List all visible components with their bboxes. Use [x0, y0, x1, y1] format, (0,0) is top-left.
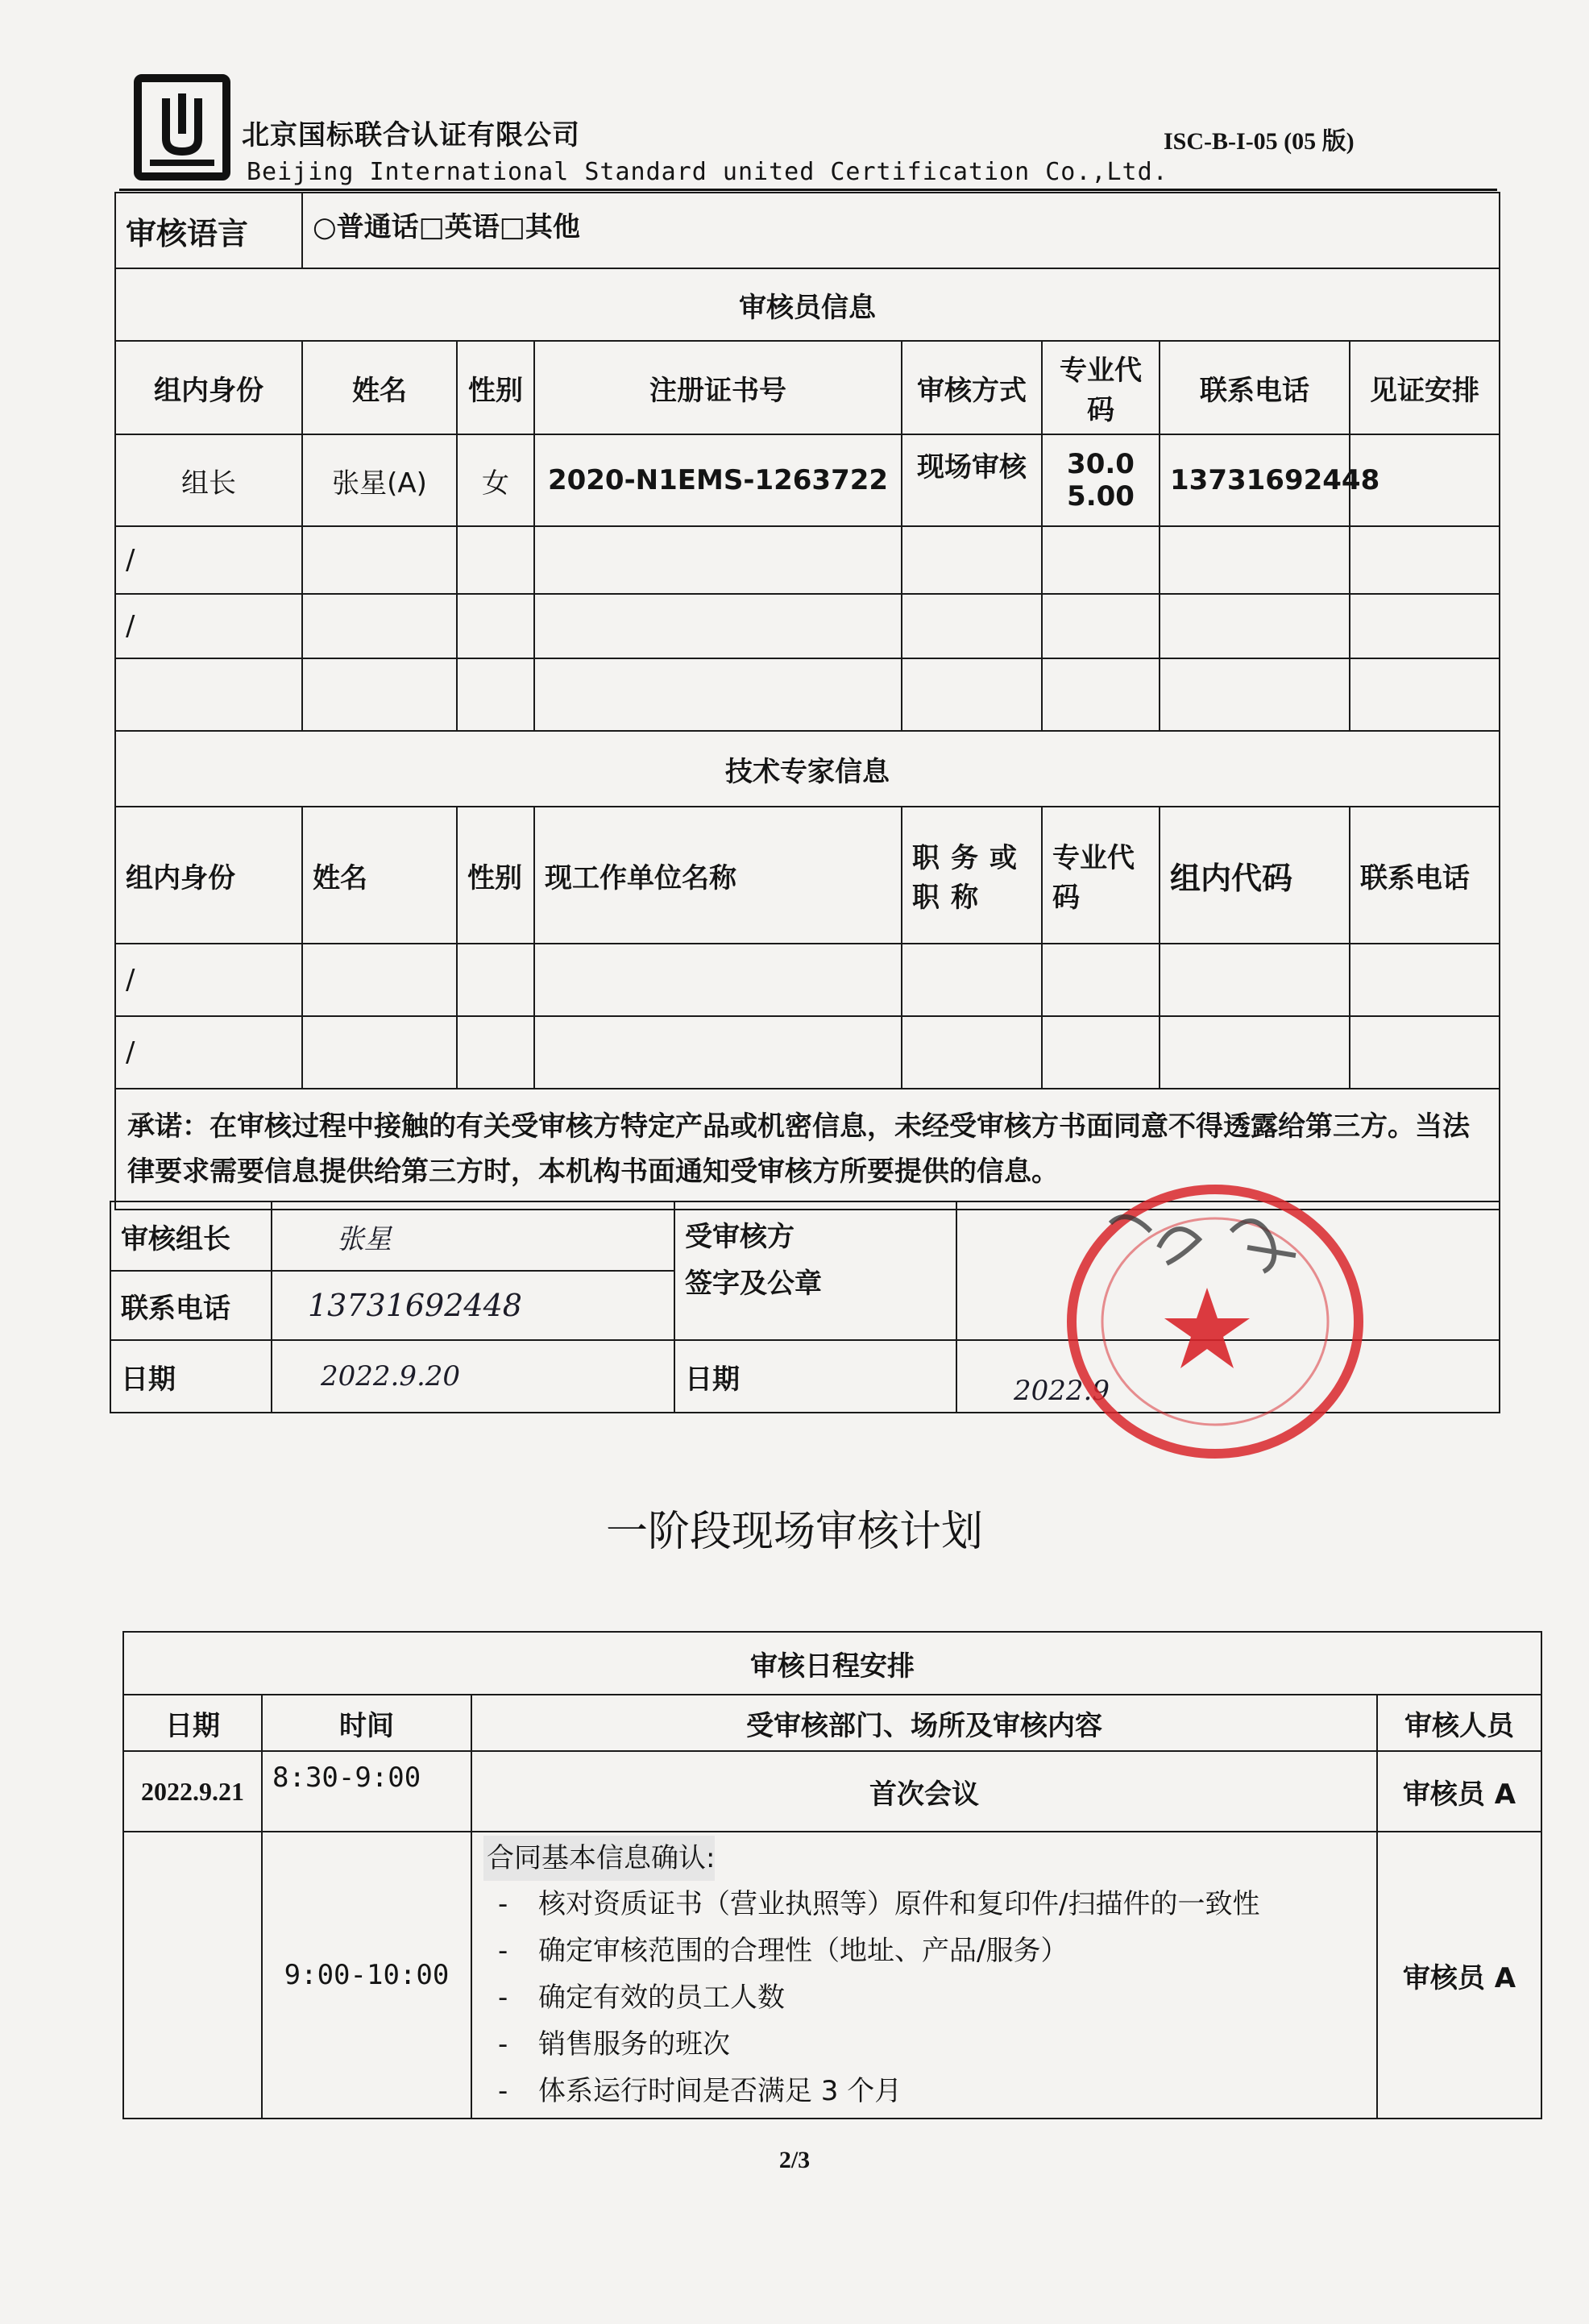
table-cell: [302, 594, 457, 658]
table-cell: [902, 1016, 1042, 1089]
schedule-person-1: 审核员 A: [1377, 1751, 1541, 1832]
schedule-header-date: 日期: [123, 1695, 262, 1751]
list-item: - 核对资质证书（营业执照等）原件和复印件/扫描件的一致性: [498, 1888, 1260, 1920]
table-cell: [902, 658, 1042, 731]
table-cell: /: [115, 526, 302, 594]
table-cell: /: [115, 944, 302, 1016]
auditor-header-method: 审核方式: [902, 341, 1042, 434]
list-item: - 确定有效的员工人数: [498, 1982, 785, 2014]
expert-header-gender: 性别: [457, 807, 534, 944]
list-item-text: 体系运行时间是否满足 3 个月: [538, 2075, 902, 2107]
content-list: [483, 1881, 1365, 2114]
auditor-header-gender: 性别: [457, 341, 534, 434]
auditor-header-cert: 注册证书号: [534, 341, 902, 434]
auditor-header-code: 专业代码: [1042, 341, 1160, 434]
company-seal-icon: [1062, 1175, 1368, 1463]
table-cell: 张星(A): [302, 434, 457, 526]
table-cell: /: [115, 594, 302, 658]
table-cell: 30.05.00: [1042, 434, 1160, 526]
expert-header-group-code: 组内代码: [1160, 807, 1350, 944]
date-handwritten: 2022.9.20: [272, 1340, 674, 1413]
leader-signature: 张星: [272, 1201, 674, 1271]
auditor-info-title: 审核员信息: [115, 268, 1500, 341]
table-row: [115, 434, 1500, 526]
schedule-table: [122, 1631, 1542, 2119]
audit-info-table: [114, 192, 1500, 1210]
expert-header-name: 姓名: [302, 807, 457, 944]
list-item: - 确定审核范围的合理性（地址、产品/服务）: [498, 1935, 1068, 1967]
audit-language-label: 审核语言: [115, 193, 302, 268]
schedule-date-2: [123, 1832, 262, 2119]
list-item: - 销售服务的班次: [498, 2028, 730, 2060]
table-cell: [902, 944, 1042, 1016]
schedule-person-2: 审核员 A: [1377, 1832, 1541, 2119]
table-cell: [302, 658, 457, 731]
table-cell: [1160, 594, 1350, 658]
table-cell: [1042, 526, 1160, 594]
table-cell: 13731692448: [1160, 434, 1350, 526]
auditor-header-role: 组内身份: [115, 341, 302, 434]
table-cell: [457, 944, 534, 1016]
table-cell: [1350, 658, 1500, 731]
table-cell: [534, 526, 902, 594]
schedule-date: 2022.9.21: [123, 1751, 262, 1832]
table-cell: [534, 594, 902, 658]
commitment-text: 承诺：在审核过程中接触的有关受审核方特定产品或机密信息，未经受审核方书面同意不得透露给第三方。当法律要求需要信息提供给第三方时，本机构书面通知受审核方所要提供的信息。: [115, 1089, 1500, 1210]
table-row: [115, 526, 1500, 594]
content-heading: 合同基本信息确认:: [483, 1836, 715, 1881]
table-cell: [534, 1016, 902, 1089]
table-cell: [902, 526, 1042, 594]
table-cell: [115, 658, 302, 731]
auditee-sign-label: 受审核方 签字及公章: [674, 1201, 956, 1340]
table-cell: [1042, 1016, 1160, 1089]
company-name-cn: 北京国标联合认证有限公司: [242, 119, 580, 151]
document-code: ISC-B-I-05 (05 版): [1164, 128, 1355, 155]
table-cell: [534, 658, 902, 731]
table-cell: [1350, 944, 1500, 1016]
table-cell: [534, 944, 902, 1016]
table-cell: [1350, 594, 1500, 658]
expert-header-title: 职务或职称: [902, 807, 1042, 944]
table-cell: [457, 594, 534, 658]
table-row: [115, 658, 1500, 731]
schedule-time-1: 8:30-9:00: [262, 1751, 471, 1832]
expert-header-phone: 联系电话: [1350, 807, 1500, 944]
page-number: 2/3: [778, 2147, 811, 2173]
auditor-header-phone: 联系电话: [1160, 341, 1350, 434]
list-item-text: 销售服务的班次: [538, 2028, 730, 2060]
phone-label: 联系电话: [110, 1271, 272, 1340]
table-cell: [1160, 944, 1350, 1016]
table-row: [115, 1016, 1500, 1089]
list-item: - 体系运行时间是否满足 3 个月: [498, 2075, 902, 2107]
leader-label: 审核组长: [110, 1201, 272, 1271]
table-row: [123, 1832, 1541, 2119]
schedule-title: 审核日程安排: [123, 1632, 1541, 1695]
table-cell: /: [115, 1016, 302, 1089]
table-cell: [1042, 594, 1160, 658]
schedule-time-2: 9:00-10:00: [262, 1832, 471, 2119]
company-name-en: Beijing International Standard united Certification Co.,Ltd.: [247, 158, 1168, 186]
table-row: [115, 594, 1500, 658]
expert-info-title: 技术专家信息: [115, 731, 1500, 807]
expert-header-role: 组内身份: [115, 807, 302, 944]
table-cell: [457, 1016, 534, 1089]
auditee-date-label: 日期: [674, 1340, 956, 1413]
schedule-content-2: [471, 1832, 1377, 2119]
table-row: [115, 944, 1500, 1016]
table-cell: [902, 594, 1042, 658]
table-cell: [1350, 1016, 1500, 1089]
table-cell: [302, 526, 457, 594]
table-row: [123, 1751, 1541, 1832]
list-item-text: 确定审核范围的合理性（地址、产品/服务）: [538, 1935, 1068, 1967]
list-item-text: 核对资质证书（营业执照等）原件和复印件/扫描件的一致性: [538, 1888, 1260, 1920]
table-cell: [1160, 658, 1350, 731]
table-cell: [302, 1016, 457, 1089]
auditee-date-handwritten: 2022.9: [956, 1340, 1500, 1413]
schedule-header-content: 受审核部门、场所及审核内容: [471, 1695, 1377, 1751]
table-cell: [457, 658, 534, 731]
header-divider: [119, 189, 1497, 191]
table-cell: [1350, 526, 1500, 594]
table-cell: 组长: [115, 434, 302, 526]
auditor-header-witness: 见证安排: [1350, 341, 1500, 434]
list-item-text: 确定有效的员工人数: [538, 1982, 785, 2014]
audit-language-options: ○普通话□英语□其他: [302, 193, 1500, 268]
table-cell: 现场审核: [902, 434, 1042, 526]
schedule-header-person: 审核人员: [1377, 1695, 1541, 1751]
table-cell: [1042, 944, 1160, 1016]
date-label: 日期: [110, 1340, 272, 1413]
table-cell: 女: [457, 434, 534, 526]
table-cell: [457, 526, 534, 594]
expert-header-code: 专业代码: [1042, 807, 1160, 944]
phone-handwritten: 13731692448: [272, 1271, 674, 1340]
expert-header-employer: 现工作单位名称: [534, 807, 902, 944]
schedule-header-time: 时间: [262, 1695, 471, 1751]
table-cell: 2020-N1EMS-1263722: [534, 434, 902, 526]
plan-title: 一阶段现场审核计划: [605, 1508, 983, 1556]
isc-logo-icon: [134, 74, 230, 181]
table-cell: [1042, 658, 1160, 731]
table-cell: [1160, 526, 1350, 594]
table-cell: [302, 944, 457, 1016]
schedule-content-1: 首次会议: [471, 1751, 1377, 1832]
table-cell: [1160, 1016, 1350, 1089]
auditor-header-name: 姓名: [302, 341, 457, 434]
